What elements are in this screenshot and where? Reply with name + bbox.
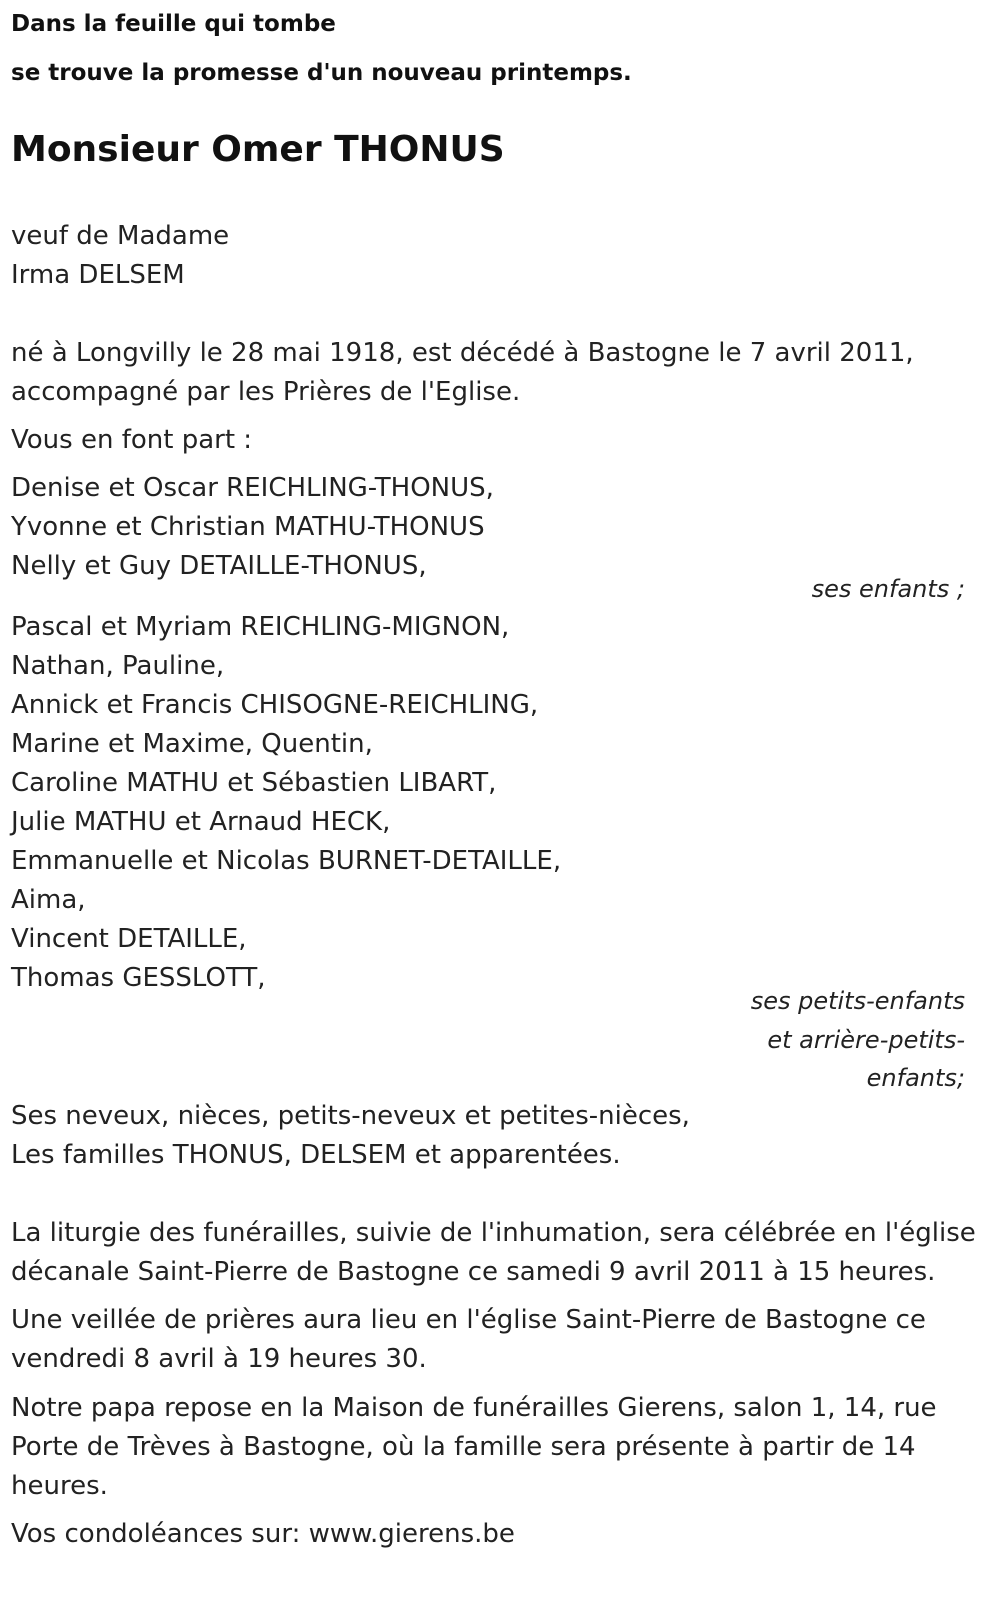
vigil-line-2: vendredi 8 avril à 19 heures 30.	[11, 1344, 427, 1374]
grandchildren-role-line-2: et arrière-petits-	[767, 1026, 965, 1054]
funeral-line-1: La liturgie des funérailles, suivie de l'inhumation, sera célébrée en l'église	[11, 1218, 976, 1248]
child-name: Nelly et Guy DETAILLE-THONUS,	[11, 551, 427, 581]
condolences-line	[11, 1518, 515, 1550]
condolences-website-link[interactable]: www.gierens.be	[308, 1519, 515, 1549]
repose-line-1: Notre papa repose en la Maison de funérailles Gierens, salon 1, 14, rue	[11, 1393, 937, 1423]
grandchildren-role-line-3: enfants;	[866, 1064, 965, 1092]
family-line-1: Ses neveux, nièces, petits-neveux et petites-nièces,	[11, 1101, 690, 1131]
epigraph-line-1: Dans la feuille qui tombe	[11, 11, 336, 37]
epigraph-line-2: se trouve la promesse d'un nouveau printemps.	[11, 60, 632, 86]
widow-line-1: veuf de Madame	[11, 221, 230, 251]
grandchild-name: Aima,	[11, 885, 86, 915]
deceased-name: Monsieur Omer THONUS	[11, 129, 505, 170]
grandchild-name: Thomas GESSLOTT,	[11, 963, 266, 993]
vigil-line-1: Une veillée de prières aura lieu en l'église Saint-Pierre de Bastogne ce	[11, 1305, 926, 1335]
child-name: Denise et Oscar REICHLING-THONUS,	[11, 473, 494, 503]
family-line-2: Les familles THONUS, DELSEM et apparentées.	[11, 1140, 621, 1170]
grandchild-name: Nathan, Pauline,	[11, 651, 225, 681]
child-name: Yvonne et Christian MATHU-THONUS	[11, 512, 485, 542]
grandchild-name: Pascal et Myriam REICHLING-MIGNON,	[11, 612, 510, 642]
grandchild-name: Caroline MATHU et Sébastien LIBART,	[11, 768, 497, 798]
condolences-label: Vos condoléances sur:	[11, 1519, 309, 1549]
announce-text: Vous en font part :	[11, 425, 253, 455]
funeral-line-2: décanale Saint-Pierre de Bastogne ce samedi 9 avril 2011 à 15 heures.	[11, 1257, 936, 1287]
grandchild-name: Annick et Francis CHISOGNE-REICHLING,	[11, 690, 539, 720]
grandchild-name: Marine et Maxime, Quentin,	[11, 729, 373, 759]
grandchild-name: Emmanuelle et Nicolas BURNET-DETAILLE,	[11, 846, 562, 876]
birth-death-line-2: accompagné par les Prières de l'Eglise.	[11, 377, 521, 407]
children-role: ses enfants ;	[811, 575, 965, 603]
grandchild-name: Vincent DETAILLE,	[11, 924, 247, 954]
repose-line-3: heures.	[11, 1471, 108, 1501]
grandchild-name: Julie MATHU et Arnaud HECK,	[11, 807, 391, 837]
grandchildren-role-line-1: ses petits-enfants	[750, 987, 965, 1015]
birth-death-line-1: né à Longvilly le 28 mai 1918, est décédé à Bastogne le 7 avril 2011,	[11, 338, 914, 368]
repose-line-2: Porte de Trèves à Bastogne, où la famille sera présente à partir de 14	[11, 1432, 916, 1462]
widow-line-2: Irma DELSEM	[11, 260, 185, 290]
